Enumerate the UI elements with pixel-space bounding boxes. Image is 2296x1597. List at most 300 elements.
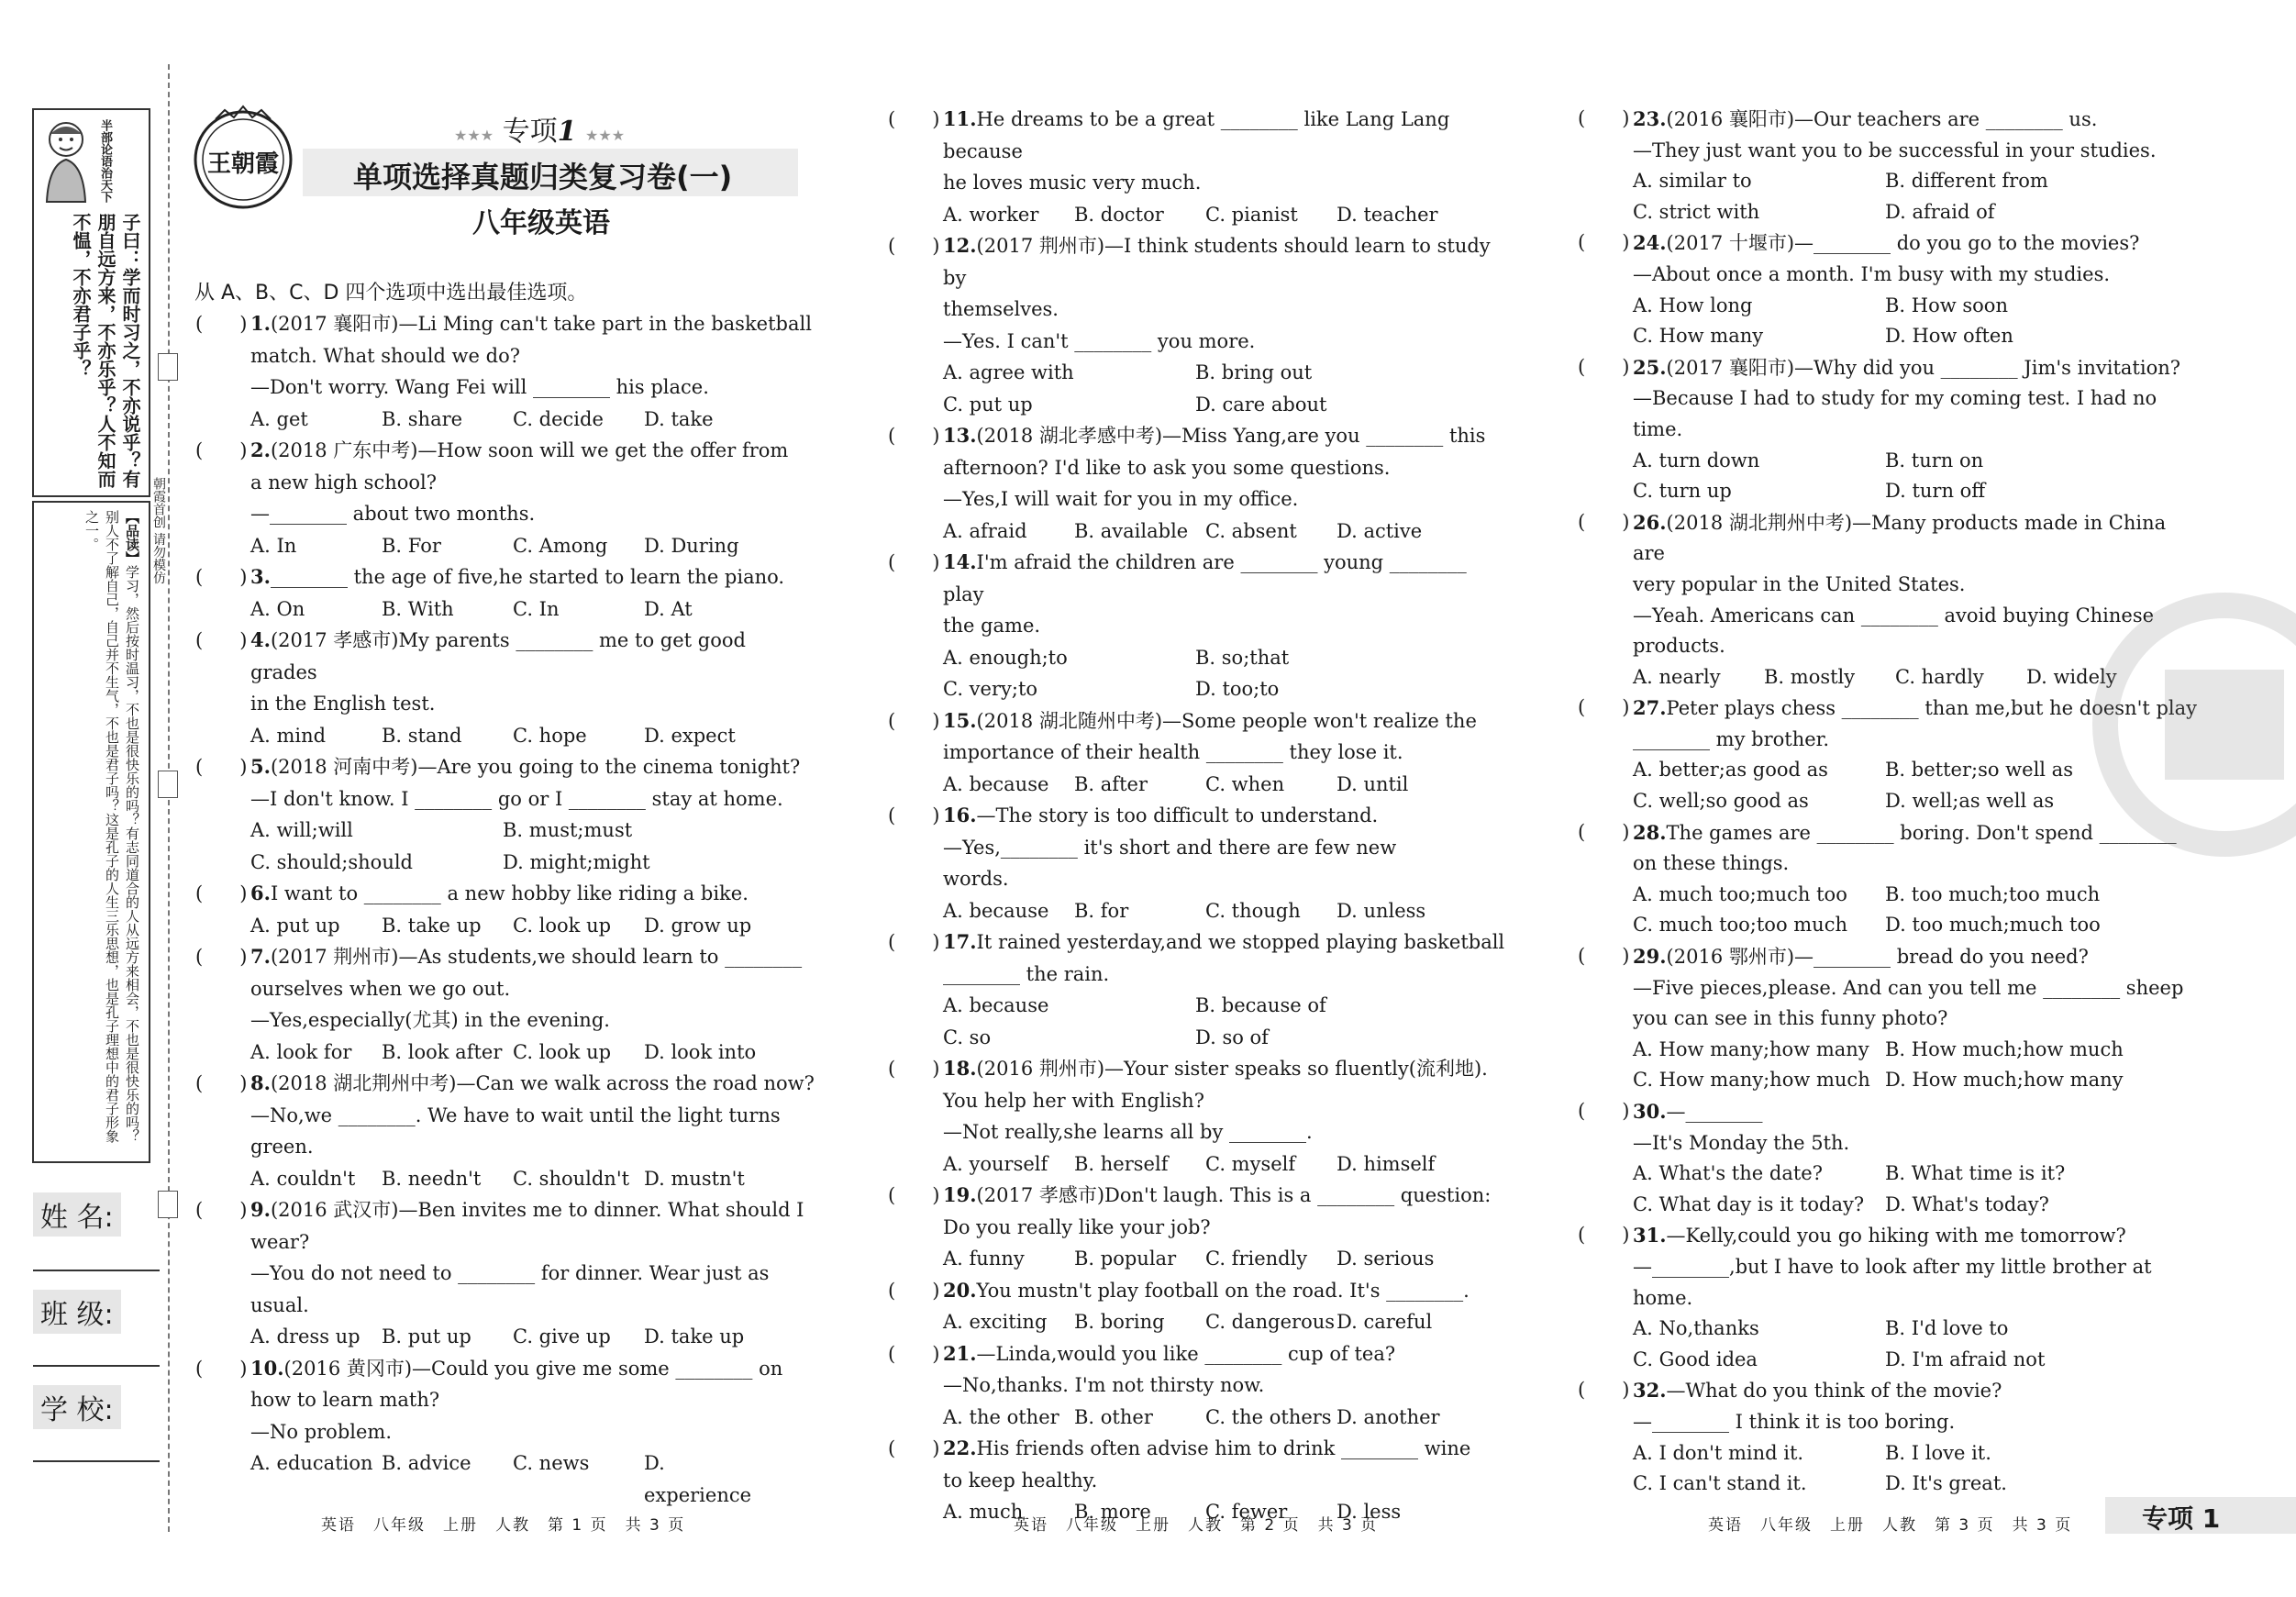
question-item	[1578, 104, 2202, 227]
question-line: products.	[1633, 635, 1725, 658]
answer-option: A. enough;to	[943, 646, 1068, 669]
question-stem: (2016 襄阳市)—Our teachers are ________ us.	[1666, 108, 2098, 130]
answer-blank[interactable]: ( )	[195, 1199, 248, 1221]
question-item	[195, 1068, 815, 1194]
question-stem: (2017 孝感市)Don't laugh. This is a ________ question:	[976, 1184, 1492, 1206]
answer-option: D. I'm afraid not	[1885, 1347, 2046, 1370]
answer-options	[250, 1163, 815, 1195]
school-label: 学 校:	[33, 1385, 121, 1429]
binding-mark-mid	[158, 771, 178, 798]
question-number: 26.	[1633, 510, 1667, 534]
watermark-seal	[2087, 587, 2296, 862]
answer-options	[1633, 446, 2202, 507]
binding-line	[168, 64, 170, 1532]
answer-option: D. What's today?	[1885, 1192, 2049, 1215]
question-line: very popular in the United States.	[1633, 572, 1966, 595]
quote-box	[32, 108, 150, 497]
question-number: 22.	[943, 1436, 977, 1459]
answer-option: D. expect	[644, 724, 736, 747]
questions-column-1	[195, 308, 815, 1511]
question-line: —Yes,especially(尤其) in the evening.	[250, 1009, 610, 1031]
question-line: —Yes. I can't ________ you more.	[943, 329, 1256, 352]
answer-options	[943, 1148, 1512, 1181]
answer-option: D. until	[1337, 772, 1409, 795]
answer-option: C. How many;how much	[1633, 1069, 1870, 1092]
answer-options	[1633, 1035, 2202, 1096]
question-line: —It's Monday the 5th.	[1633, 1131, 1850, 1154]
answer-option: A. will;will	[250, 819, 353, 841]
answer-option: C. Good idea	[1633, 1347, 1758, 1370]
answer-option: A. get	[250, 407, 308, 430]
answer-blank[interactable]: ( )	[195, 439, 248, 461]
answer-options	[943, 1306, 1512, 1338]
answer-option: D. active	[1337, 519, 1423, 542]
question-stem: The games are ________ boring. Don't spend ________	[1666, 821, 2177, 844]
question-stem: (2018 广东中考)—How soon will we get the offer from	[270, 439, 789, 461]
question-item	[195, 308, 815, 435]
question-item	[195, 625, 815, 751]
answer-blank[interactable]: ( )	[888, 425, 940, 447]
question-stem: (2018 湖北荆州中考)—Many products made in China are	[1633, 511, 2167, 565]
answer-blank[interactable]: ( )	[888, 1437, 940, 1459]
answer-options	[250, 530, 815, 562]
answer-option: D. care about	[1195, 393, 1327, 416]
answer-option: A. funny	[943, 1248, 1025, 1270]
question-stem: It rained yesterday,and we stopped playing basketball	[976, 931, 1505, 953]
answer-option: B. mostly	[1764, 665, 1856, 688]
question-number: 28.	[1633, 820, 1667, 844]
answer-option: A. No,thanks	[1633, 1317, 1759, 1340]
answer-option: D. grow up	[644, 914, 752, 937]
answer-blank[interactable]: ( )	[1578, 107, 1630, 129]
answer-blank[interactable]: ( )	[888, 931, 940, 953]
question-line: —They just want you to be successful in your studies.	[1633, 139, 2157, 161]
question-line: in the English test.	[250, 693, 436, 715]
answer-option: B. I love it.	[1885, 1441, 1991, 1464]
answer-options	[250, 1447, 815, 1511]
answer-option: C. look up	[513, 914, 612, 937]
answer-blank[interactable]: ( )	[888, 108, 940, 130]
answer-option: A. I don't mind it.	[1633, 1441, 1804, 1464]
answer-option: B. too much;too much	[1885, 882, 2101, 905]
answer-option: B. I'd love to	[1885, 1317, 2009, 1340]
answer-blank[interactable]: ( )	[195, 1357, 248, 1380]
answer-option: C. hardly	[1895, 665, 1984, 688]
answer-option: A. worker	[943, 203, 1039, 226]
answer-options	[943, 769, 1512, 801]
question-stem: ________ the age of five,he started to learn the piano.	[270, 566, 785, 588]
answer-option: B. look after	[382, 1040, 503, 1063]
question-item	[1578, 1096, 2202, 1220]
answer-option: A. exciting	[943, 1311, 1048, 1333]
question-line: green.	[250, 1136, 314, 1158]
answer-option: D. teacher	[1337, 203, 1438, 226]
answer-options	[250, 1037, 815, 1069]
question-stem: —What do you think of the movie?	[1666, 1380, 2002, 1403]
answer-option: A. On	[250, 597, 305, 620]
answer-option: C. put up	[943, 393, 1033, 416]
answer-option: A. agree with	[943, 361, 1074, 383]
answer-option: B. How much;how much	[1885, 1037, 2124, 1060]
star-icon: ★★★	[454, 127, 494, 144]
question-number: 30.	[1633, 1100, 1667, 1123]
answer-option: B. herself	[1074, 1152, 1169, 1175]
answer-options	[1633, 1438, 2202, 1500]
answer-option: D. afraid of	[1885, 200, 1995, 223]
question-number: 32.	[1633, 1379, 1667, 1403]
question-stem: You mustn't play football on the road. It's ________.	[976, 1279, 1470, 1302]
question-item	[195, 561, 815, 625]
question-number: 12.	[943, 234, 977, 257]
class-field[interactable]	[33, 1365, 160, 1367]
answer-blank[interactable]: ( )	[195, 566, 248, 588]
question-item	[888, 1180, 1512, 1275]
answer-blank[interactable]: ( )	[195, 756, 248, 778]
answer-option: C. turn up	[1633, 480, 1732, 503]
answer-option: A. yourself	[943, 1152, 1048, 1175]
question-line: he loves music very much.	[943, 172, 1202, 194]
question-line: importance of their health ________ they lose it.	[943, 741, 1403, 763]
reading-label: 【品读】	[124, 510, 140, 565]
answer-option: B. turn on	[1885, 449, 1984, 471]
answer-blank[interactable]: ( )	[888, 1058, 940, 1080]
question-number: 29.	[1633, 945, 1667, 969]
question-stem: (2017 襄阳市)—Li Ming can't take part in the basketball	[270, 313, 812, 335]
question-line: the game.	[943, 615, 1041, 637]
question-item	[888, 705, 1512, 801]
answer-options	[943, 1402, 1512, 1434]
question-number: 3.	[250, 565, 271, 588]
answer-options	[1633, 291, 2202, 352]
question-line: —________ about two months.	[250, 503, 536, 525]
question-number: 1.	[250, 312, 271, 335]
answer-option: B. must;must	[503, 819, 633, 841]
answer-blank[interactable]: ( )	[1578, 945, 1630, 968]
name-field[interactable]	[33, 1270, 160, 1271]
answer-option: C. strict with	[1633, 200, 1760, 223]
question-stem: He dreams to be a great ________ like Lang Lang because	[943, 108, 1450, 162]
question-number: 25.	[1633, 355, 1667, 379]
answer-option: B. For	[382, 534, 441, 557]
answer-option: B. boring	[1074, 1311, 1165, 1333]
question-line: usual.	[250, 1293, 309, 1316]
answer-option: A. look for	[250, 1040, 352, 1063]
question-number: 2.	[250, 438, 271, 461]
answer-option: D. How much;how many	[1885, 1069, 2124, 1092]
answer-option: A. education	[250, 1452, 373, 1474]
answer-blank[interactable]: ( )	[195, 629, 248, 651]
question-line: ________ my brother.	[1633, 727, 1830, 750]
instruction: 从 A、B、C、D 四个选项中选出最佳选项。	[194, 282, 588, 305]
answer-option: B. other	[1074, 1405, 1153, 1428]
answer-option: D. widely	[2026, 665, 2117, 688]
question-line: —I don't know. I ________ go or I ________ stay at home.	[250, 787, 783, 810]
answer-option: B. more	[1074, 1501, 1151, 1523]
answer-option: D. At	[644, 597, 693, 620]
answer-options	[943, 357, 1512, 420]
answer-option: B. needn't	[382, 1167, 482, 1190]
answer-option: D. himself	[1337, 1152, 1436, 1175]
question-item	[1578, 352, 2202, 507]
answer-options	[943, 516, 1512, 548]
question-stem: (2018 湖北荆州中考)—Can we walk across the road now?	[270, 1072, 815, 1094]
answer-option: C. news	[513, 1452, 590, 1474]
answer-option: B. What time is it?	[1885, 1162, 2066, 1185]
question-line: —Yes,________ it's short and there are few new	[943, 836, 1397, 859]
answer-option: D. unless	[1337, 899, 1426, 922]
answer-option: D. During	[644, 534, 739, 557]
question-line: you can see in this funny photo?	[1633, 1007, 1948, 1030]
answer-option: B. share	[382, 407, 463, 430]
answer-blank[interactable]: ( )	[888, 1342, 940, 1365]
answer-option: C. shouldn't	[513, 1167, 630, 1190]
answer-option: D. mustn't	[644, 1167, 745, 1190]
question-stem: (2016 荆州市)—Your sister speaks so fluently(流利地).	[976, 1058, 1488, 1080]
question-item	[888, 420, 1512, 547]
answer-option: C. myself	[1205, 1152, 1296, 1175]
answer-option: C. dangerous	[1205, 1311, 1336, 1333]
answer-option: B. advice	[382, 1452, 471, 1474]
answer-blank[interactable]: ( )	[1578, 1379, 1630, 1402]
brand-name: 王朝霞	[206, 150, 279, 178]
answer-option: A. How many;how many	[1633, 1037, 1869, 1060]
question-stem: Peter plays chess ________ than me,but he doesn't play	[1666, 697, 2198, 720]
answer-option: A. nearly	[1633, 665, 1721, 688]
answer-blank[interactable]: ( )	[1578, 820, 1630, 843]
question-line: time.	[1633, 417, 1683, 440]
answer-blank[interactable]: ( )	[888, 709, 940, 732]
question-line: —You do not need to ________ for dinner. Wear just as	[250, 1262, 770, 1284]
answer-blank[interactable]: ( )	[888, 1184, 940, 1206]
question-stem: (2016 鄂州市)—________ bread do you need?	[1666, 946, 2089, 969]
topic-heading: ★★★ 专项1 ★★★	[454, 116, 626, 148]
question-line: —No,we ________. We have to wait until the light turns	[250, 1103, 781, 1126]
question-number: 31.	[1633, 1224, 1667, 1248]
answer-option: A. much	[943, 1501, 1024, 1523]
question-line: —Yeah. Americans can ________ avoid buying Chinese	[1633, 604, 2155, 627]
answer-option: D. too;to	[1195, 678, 1280, 700]
answer-option: B. different from	[1885, 170, 2048, 193]
question-number: 19.	[943, 1183, 977, 1206]
answer-options	[1633, 1159, 2202, 1220]
question-line: ourselves when we go out.	[250, 977, 511, 1000]
question-line: words.	[943, 868, 1009, 890]
class-label: 班 级:	[33, 1290, 121, 1334]
answer-option: B. available	[1074, 519, 1189, 542]
question-item	[888, 1338, 1512, 1434]
answer-option: D. turn off	[1885, 480, 1986, 503]
question-line: —Five pieces,please. And can you tell me ________ sheep	[1633, 976, 2184, 999]
answer-option: B. bring out	[1195, 361, 1313, 383]
answer-option: A. similar to	[1633, 170, 1752, 193]
answer-options	[250, 404, 815, 436]
answer-option: D. How often	[1885, 325, 2013, 348]
question-item	[888, 104, 1512, 230]
answer-option: B. so;that	[1195, 646, 1290, 669]
answer-option: C. hope	[513, 724, 587, 747]
question-stem: (2017 荆州市)—As students,we should learn to ________	[270, 946, 803, 968]
question-number: 17.	[943, 930, 977, 953]
answer-option: D. It's great.	[1885, 1472, 2007, 1495]
answer-options	[943, 895, 1512, 927]
answer-blank[interactable]: ( )	[1578, 231, 1630, 254]
sidebar-slogan: 半部论语治天下	[98, 119, 112, 203]
school-field[interactable]	[33, 1460, 160, 1462]
answer-option: A. dress up	[250, 1325, 360, 1347]
reading-box	[32, 501, 150, 1163]
question-item	[888, 1275, 1512, 1338]
answer-option: B. because of	[1195, 994, 1326, 1016]
answer-option: D. another	[1337, 1405, 1440, 1428]
question-line: ________ the rain.	[943, 962, 1110, 985]
question-stem: I want to ________ a new hobby like riding a bike.	[270, 882, 749, 904]
answer-option: A. because	[943, 772, 1049, 795]
answer-option: A. What's the date?	[1633, 1162, 1823, 1185]
answer-option: D. serious	[1337, 1248, 1435, 1270]
question-item	[195, 751, 815, 878]
question-line: —________ I think it is too boring.	[1633, 1410, 1956, 1433]
answer-option: A. the other	[943, 1405, 1059, 1428]
answer-option: C. What day is it today?	[1633, 1192, 1865, 1215]
reading-text: 【品读】学习，然后按时温习，不也是很快乐的吗？有志同道合的人从远方来相会，不也是很快乐的吗？别人不了解自己，自己并不生气，不也是君子吗？这是孔子的人生三乐思想，也是孔子理想中的君子形象之一。	[83, 510, 140, 1143]
answer-options	[250, 815, 815, 878]
answer-option: C. so	[943, 1026, 992, 1048]
question-number: 5.	[250, 755, 271, 778]
answer-option: A. afraid	[943, 519, 1027, 542]
question-line: on these things.	[1633, 852, 1790, 875]
answer-blank[interactable]: ( )	[1578, 1100, 1630, 1122]
answer-blank[interactable]: ( )	[1578, 1224, 1630, 1247]
answer-blank[interactable]: ( )	[888, 1279, 940, 1302]
question-line: wear?	[250, 1230, 310, 1253]
question-line: —No problem.	[250, 1420, 392, 1443]
answer-blank[interactable]: ( )	[888, 804, 940, 826]
answer-option: A. because	[943, 994, 1049, 1016]
question-stem: (2018 湖北孝感中考)—Miss Yang,are you ________ this	[976, 425, 1486, 447]
answer-blank[interactable]: ( )	[1578, 696, 1630, 719]
answer-blank[interactable]: ( )	[1578, 510, 1630, 533]
question-number: 10.	[250, 1356, 284, 1380]
question-number: 23.	[1633, 107, 1667, 130]
question-item	[888, 1053, 1512, 1180]
question-line: —Not really,she learns all by ________.	[943, 1121, 1313, 1143]
answer-option: C. fewer	[1205, 1501, 1288, 1523]
question-line: —No,thanks. I'm not thirsty now.	[943, 1374, 1265, 1396]
question-stem: (2016 武汉市)—Ben invites me to dinner. What should I	[270, 1199, 804, 1221]
answer-option: D. less	[1337, 1501, 1402, 1523]
question-number: 24.	[1633, 231, 1667, 255]
answer-options	[1633, 880, 2202, 941]
question-number: 18.	[943, 1057, 977, 1080]
binding-mark-bottom	[158, 1191, 178, 1218]
footer-page-2: 英语 八年级 上册 人教 第 2 页 共 3 页	[1014, 1516, 1379, 1535]
question-line: themselves.	[943, 298, 1059, 320]
answer-option: A. turn down	[1633, 449, 1760, 471]
answer-blank[interactable]: ( )	[195, 1072, 248, 1094]
question-item	[1578, 1375, 2202, 1499]
question-item	[1578, 227, 2202, 351]
question-number: 16.	[943, 804, 977, 826]
question-number: 14.	[943, 550, 977, 573]
question-line: Do you really like your job?	[943, 1215, 1211, 1238]
answer-options	[250, 1321, 815, 1353]
question-stem: I'm afraid the children are ________ young ________ play	[943, 551, 1467, 605]
binding-mark-top	[158, 353, 178, 381]
question-number: 21.	[943, 1341, 977, 1365]
answer-option: B. take up	[382, 914, 482, 937]
answer-blank[interactable]: ( )	[195, 882, 248, 904]
answer-blank[interactable]: ( )	[195, 313, 248, 335]
answer-option: D. look into	[644, 1040, 757, 1063]
question-line: —Yes,I will wait for you in my office.	[943, 488, 1299, 510]
question-number: 20.	[943, 1278, 977, 1302]
question-line: —Because I had to study for my coming test. I had no	[1633, 387, 2157, 410]
answer-blank[interactable]: ( )	[1578, 355, 1630, 378]
answer-option: B. popular	[1074, 1248, 1177, 1270]
analects-quote: 子曰：学而时习之，不亦说乎？有朋自远方来，不亦乐乎？人不知而不愠，不亦君子乎？	[70, 213, 141, 488]
answer-option: B. better;so well as	[1885, 759, 2073, 782]
answer-option: C. the others	[1205, 1405, 1332, 1428]
confucius-portrait	[39, 117, 93, 205]
answer-option: C. well;so good as	[1633, 790, 1809, 813]
question-item	[1578, 941, 2202, 1096]
question-stem: (2017 荆州市)—I think students should learn to study by	[943, 235, 1491, 289]
question-stem: (2016 黄冈市)—Could you give me some ________ on	[283, 1357, 783, 1380]
answer-option: A. because	[943, 899, 1049, 922]
answer-option: B. doctor	[1074, 203, 1164, 226]
answer-option: B. With	[382, 597, 454, 620]
answer-option: A. mind	[250, 724, 327, 747]
answer-options	[1633, 166, 2202, 227]
answer-blank[interactable]: ( )	[888, 551, 940, 573]
answer-blank[interactable]: ( )	[195, 946, 248, 968]
question-number: 9.	[250, 1198, 271, 1221]
question-line: afternoon? I'd like to ask you some questions.	[943, 456, 1391, 479]
question-item	[195, 878, 815, 941]
answer-option: D. experience	[644, 1452, 752, 1506]
answer-option: C. when	[1205, 772, 1285, 795]
answer-blank[interactable]: ( )	[888, 235, 940, 257]
question-stem: —Linda,would you like ________ cup of tea?	[976, 1342, 1396, 1365]
answer-option: C. very;to	[943, 678, 1038, 700]
answer-options	[943, 642, 1512, 705]
question-line: home.	[1633, 1286, 1693, 1309]
answer-option: A. better;as good as	[1633, 759, 1828, 782]
questions-column-2	[888, 104, 1512, 1528]
answer-options	[250, 910, 815, 942]
question-line: a new high school?	[250, 471, 438, 494]
answer-option: C. give up	[513, 1325, 611, 1347]
answer-option: A. much too;much too	[1633, 882, 1847, 905]
star-icon: ★★★	[585, 127, 626, 144]
question-stem: —Kelly,could you go hiking with me tomorrow?	[1666, 1225, 2126, 1248]
question-stem: —The story is too difficult to understand.	[976, 804, 1379, 826]
question-item	[888, 926, 1512, 1053]
question-line: —About once a month. I'm busy with my studies.	[1633, 262, 2111, 285]
answer-option: B. How soon	[1885, 294, 2008, 316]
question-line: how to learn math?	[250, 1389, 440, 1411]
question-number: 27.	[1633, 696, 1667, 720]
question-line: —________,but I have to look after my little brother at	[1633, 1255, 2152, 1278]
question-line: —Don't worry. Wang Fei will ________ his place.	[250, 376, 709, 398]
answer-option: B. put up	[382, 1325, 471, 1347]
question-stem: His friends often advise him to drink ________ wine	[976, 1437, 1471, 1459]
answer-option: D. take up	[644, 1325, 745, 1347]
answer-options	[943, 199, 1512, 231]
answer-option: D. take	[644, 407, 714, 430]
question-number: 8.	[250, 1071, 271, 1094]
corner-tag: 专项 1	[2105, 1497, 2296, 1534]
